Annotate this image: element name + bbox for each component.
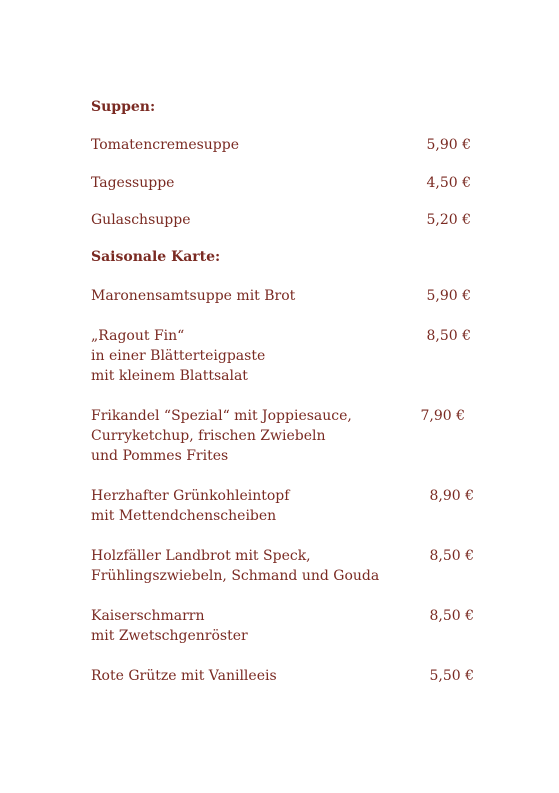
menu-item-name-line-2: Frühlingszwiebeln, Schmand und Gouda [91,568,380,584]
menu-item-name-line-1: „Ragout Fin“ [91,328,185,344]
menu-item-tomatencremesuppe [91,135,471,155]
menu-item-name-line-2: in einer Blätterteigpaste [91,348,266,364]
menu-item-tagessuppe [91,173,471,193]
menu-item-ragout-fin [91,326,471,386]
menu-item-name: Gulaschsuppe [91,212,191,228]
menu-item-kaiserschmarrn [91,606,474,646]
menu-item-price: 4,50 € [426,175,471,191]
menu-item-name-line-1: Holzfäller Landbrot mit Speck, [91,548,311,564]
menu-item-price: 5,90 € [426,137,471,153]
menu-item-name: Tagessuppe [91,175,175,191]
menu-item-maronensamtsuppe [91,286,471,306]
menu-item-price: 5,90 € [426,288,471,304]
menu-item-holzfaeller-landbrot [91,546,474,586]
menu-item-name: Rote Grütze mit Vanilleeis [91,668,277,684]
menu-item-name: Maronensamtsuppe mit Brot [91,288,296,304]
menu-item-name-line-3: und Pommes Frites [91,448,229,464]
menu-item-price: 8,50 € [426,328,471,344]
menu-item-price: 8,50 € [429,548,474,564]
menu-item-gruenkohleintopf [91,486,474,526]
menu-item-price: 7,90 € [420,408,465,424]
section-heading-suppen: Suppen: [91,99,156,115]
section-heading-saisonale-karte: Saisonale Karte: [91,249,221,265]
menu-item-name: Tomatencremesuppe [91,137,240,153]
menu-item-rote-gruetze [91,666,474,686]
menu-item-name-line-3: mit kleinem Blattsalat [91,368,248,384]
menu-item-name-line-2: mit Zwetschgenröster [91,628,248,644]
menu-item-name-line-1: Herzhafter Grünkohleintopf [91,488,290,504]
menu-item-name-line-2: mit Mettendchenscheiben [91,508,277,524]
menu-item-frikandel-spezial [91,406,471,466]
menu-item-name-line-2: Curryketchup, frischen Zwiebeln [91,428,326,444]
menu-item-price: 8,90 € [429,488,474,504]
menu-item-price: 8,50 € [429,608,474,624]
menu-item-price: 5,50 € [429,668,474,684]
menu-item-gulaschsuppe [91,210,471,230]
menu-item-name-line-1: Frikandel “Spezial“ mit Joppiesauce, [91,408,352,424]
menu-item-price: 5,20 € [426,212,471,228]
menu-item-name-line-1: Kaiserschmarrn [91,608,205,624]
